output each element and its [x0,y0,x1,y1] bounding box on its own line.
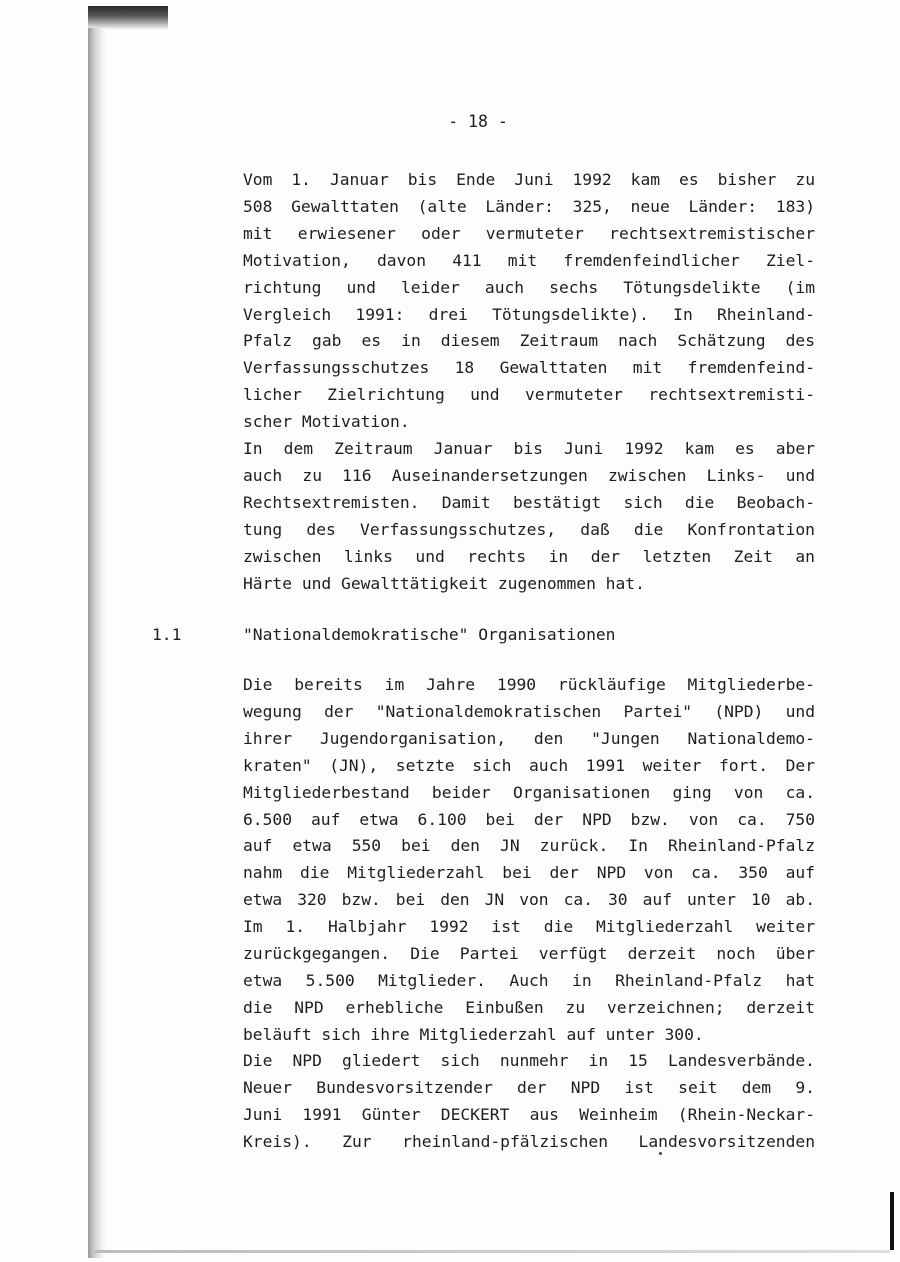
text-line: etwa 320 bzw. bei den JN von ca. 30 auf unter 10 ab. [243,890,815,910]
text-line: 6.500 auf etwa 6.100 bei der NPD bzw. von ca. 750 [243,809,815,829]
text-line: Verfassungsschutzes 18 Gewalttaten mit fremdenfeind- [243,358,815,378]
scan-bottom-edge [95,1250,890,1253]
text-line: In dem Zeitraum Januar bis Juni 1992 kam es aber [243,439,815,458]
paragraph-2 [243,436,815,597]
scan-edge-mark [890,1192,894,1250]
text-line: zwischen links und rechts in der letzten Zeit an [243,546,815,566]
text-line: Härte und Gewalttätigkeit zugenommen hat. [243,573,645,593]
text-line: Vom 1. Januar bis Ende Juni 1992 kam es bisher zu [243,170,815,189]
text-line: auch zu 116 Auseinandersetzungen zwischen Links- und [243,465,815,485]
text-line: beläuft sich ihre Mitgliederzahl auf unter 300. [243,1024,704,1044]
scan-binding-shadow [88,28,106,1258]
text-line: 508 Gewalttaten (alte Länder: 325, neue Länder: 183) [243,196,815,216]
text-line: Juni 1991 Günter DECKERT aus Weinheim (Rhein-Neckar- [243,1104,815,1124]
text-line: Die bereits im Jahre 1990 rückläufige Mitgliederbe- [243,675,815,694]
scan-speck [659,1152,662,1155]
paragraph-4 [243,1048,815,1156]
text-line: scher Motivation. [243,412,410,432]
text-line: die NPD erhebliche Einbußen zu verzeichnen; derzeit [243,997,815,1017]
section-title: "Nationaldemokratische" Organisationen [243,625,616,644]
text-line: Motivation, davon 411 mit fremdenfeindlicher Ziel- [243,250,815,270]
text-line: auf etwa 550 bei den JN zurück. In Rheinland-Pfalz [243,836,815,856]
section-number: 1.1 [152,625,182,644]
text-line: Neuer Bundesvorsitzender der NPD ist seit dem 9. [243,1077,815,1097]
text-line: etwa 5.500 Mitglieder. Auch in Rheinland-Pfalz hat [243,970,815,990]
text-line: mit erwiesener oder vermuteter rechtsextremistischer [243,223,815,243]
text-line: Mitgliederbestand beider Organisationen ging von ca. [243,782,815,802]
text-line: tung des Verfassungsschutzes, daß die Konfrontation [243,519,815,539]
page-number: - 18 - [448,112,508,131]
text-line: Die NPD gliedert sich nunmehr in 15 Landesverbände. [243,1051,815,1070]
text-line: licher Zielrichtung und vermuteter rechtsextremisti- [243,385,815,405]
text-line: Kreis). Zur rheinland-pfälzischen Landesvorsitzenden [243,1131,815,1151]
paragraph-1 [243,167,815,436]
text-line: Vergleich 1991: drei Tötungsdelikte). In Rheinland- [243,304,815,324]
paragraph-3 [243,672,815,1049]
text-line: Rechtsextremisten. Damit bestätigt sich die Beobach- [243,492,815,512]
scan-corner-shadow [88,6,168,30]
text-line: richtung und leider auch sechs Tötungsdelikte (im [243,277,815,297]
text-line: nahm die Mitgliederzahl bei der NPD von ca. 350 auf [243,863,815,883]
text-line: Pfalz gab es in diesem Zeitraum nach Schätzung des [243,331,815,351]
text-line: ihrer Jugendorganisation, den "Jungen Nationaldemo- [243,728,815,748]
text-line: Im 1. Halbjahr 1992 ist die Mitgliederzahl weiter [243,917,815,937]
text-line: wegung der "Nationaldemokratischen Partei" (NPD) und [243,701,815,721]
text-line: kraten" (JN), setzte sich auch 1991 weiter fort. Der [243,755,815,775]
text-line: zurückgegangen. Die Partei verfügt derzeit noch über [243,944,815,964]
